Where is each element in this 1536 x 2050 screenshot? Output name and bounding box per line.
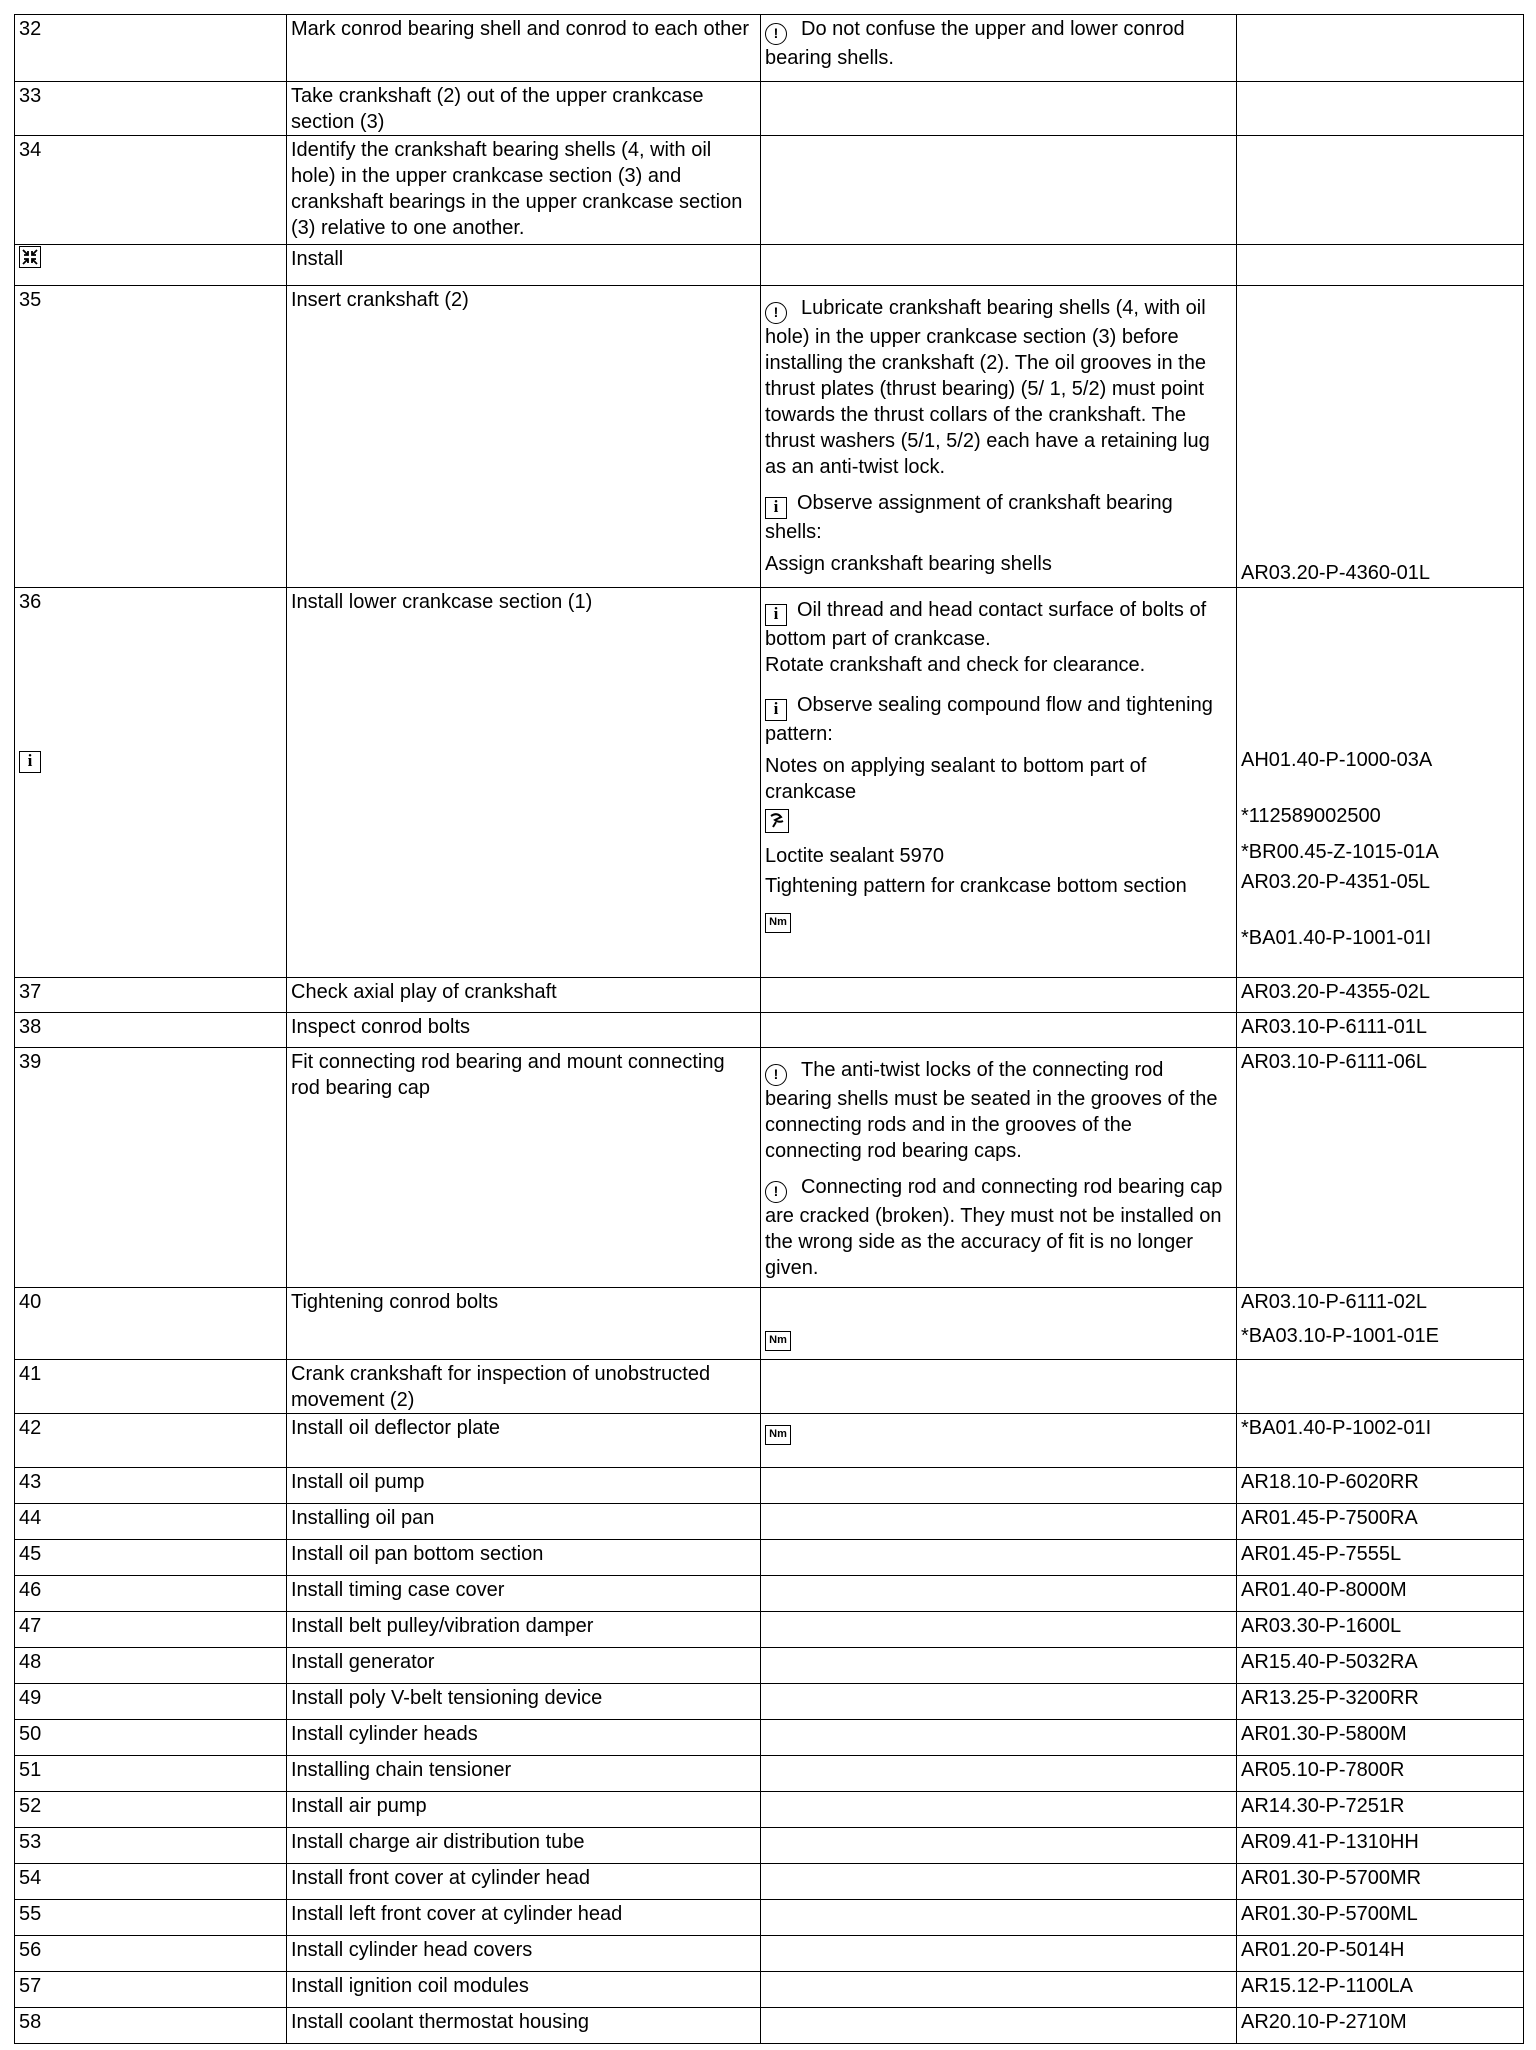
step-action: Install ignition coil modules	[287, 1972, 761, 2008]
step-note	[761, 1540, 1237, 1576]
step-action: Install lower crankcase section (1)	[287, 588, 761, 978]
table-row	[15, 1648, 1524, 1684]
step-action: Install	[287, 245, 761, 286]
procedure-table	[14, 14, 1524, 2044]
step-number: 52	[15, 1792, 287, 1828]
step-number: 47	[15, 1612, 287, 1648]
table-row	[15, 1864, 1524, 1900]
step-note	[761, 1504, 1237, 1540]
table-row	[15, 2008, 1524, 2044]
table-row	[15, 245, 1524, 286]
step-reference: AR01.30-P-5700ML	[1237, 1900, 1524, 1936]
step-action: Crank crankshaft for inspection of unobstructed movement (2)	[287, 1360, 761, 1414]
step-action: Tightening conrod bolts	[287, 1288, 761, 1360]
step-number: 38	[15, 1013, 287, 1048]
special-tool-icon	[765, 809, 789, 833]
step-reference: AR01.30-P-5700MR	[1237, 1864, 1524, 1900]
table-row	[15, 1684, 1524, 1720]
step-reference: AR03.20-P-4355-02L	[1237, 978, 1524, 1013]
step-number: 45	[15, 1540, 287, 1576]
table-row	[15, 1972, 1524, 2008]
step-number: 37	[15, 978, 287, 1013]
step-reference	[1237, 82, 1524, 136]
table-row	[15, 1360, 1524, 1414]
table-row	[15, 588, 1524, 978]
torque-icon: Nm	[765, 913, 791, 933]
step-reference	[1237, 15, 1524, 82]
step-action: Install front cover at cylinder head	[287, 1864, 761, 1900]
step-reference: AR03.10-P-6111-06L	[1237, 1048, 1524, 1288]
step-number: 35	[15, 286, 287, 588]
step-reference: AR09.41-P-1310HH	[1237, 1828, 1524, 1864]
step-reference: AR01.45-P-7500RA	[1237, 1504, 1524, 1540]
step-reference: *BA01.40-P-1002-01I	[1237, 1414, 1524, 1468]
step-action: Install charge air distribution tube	[287, 1828, 761, 1864]
caution-icon: !	[765, 1064, 787, 1086]
step-reference: AR03.10-P-6111-02L *BA03.10-P-1001-01E	[1237, 1288, 1524, 1360]
step-number: 39	[15, 1048, 287, 1288]
table-row	[15, 136, 1524, 245]
step-note	[761, 1414, 1237, 1468]
step-reference: AR01.45-P-7555L	[1237, 1540, 1524, 1576]
step-number: 55	[15, 1900, 287, 1936]
step-note: i Oil thread and head contact surface of bolts of bottom part of crankcase. Rotate crankshaft and check for clearance. i Observe sealing compound flow and tightening pattern: Notes on applying sealant to bottom part of crankcase Loctite sealant 5970 Tightening pattern for crankcase bottom section Nm	[761, 588, 1237, 978]
step-action: Install left front cover at cylinder head	[287, 1900, 761, 1936]
step-action: Install oil deflector plate	[287, 1414, 761, 1468]
step-number: 36 i	[15, 588, 287, 978]
step-number: 54	[15, 1864, 287, 1900]
step-reference	[1237, 245, 1524, 286]
step-number: 43	[15, 1468, 287, 1504]
step-note: ! Lubricate crankshaft bearing shells (4, with oil hole) in the upper crankcase section (3) before installing the crankshaft (2). The oil grooves in the thrust plates (thrust bearing) (5/ 1, 5/2) must point towards the thrust collars of the crankshaft. The thrust washers (5/1, 5/2) each have a retaining lug as an anti-twist lock. i Observe assignment of crankshaft bearing shells: Assign crankshaft bearing shells	[761, 286, 1237, 588]
step-note	[761, 1013, 1237, 1048]
step-note	[761, 1468, 1237, 1504]
step-reference: AR03.30-P-1600L	[1237, 1612, 1524, 1648]
step-note	[761, 1972, 1237, 2008]
table-row	[15, 1288, 1524, 1360]
step-action: Install coolant thermostat housing	[287, 2008, 761, 2044]
table-row	[15, 82, 1524, 136]
step-reference	[1237, 1360, 1524, 1414]
step-number: 34	[15, 136, 287, 245]
step-note	[761, 2008, 1237, 2044]
table-row	[15, 1540, 1524, 1576]
step-number: 46	[15, 1576, 287, 1612]
step-note	[761, 1288, 1237, 1360]
table-row	[15, 1013, 1524, 1048]
step-note	[761, 1720, 1237, 1756]
step-action: Install cylinder heads	[287, 1720, 761, 1756]
step-note	[761, 1900, 1237, 1936]
step-action: Check axial play of crankshaft	[287, 978, 761, 1013]
step-reference: AR15.40-P-5032RA	[1237, 1648, 1524, 1684]
table-row	[15, 1756, 1524, 1792]
table-row	[15, 1612, 1524, 1648]
step-reference: AR13.25-P-3200RR	[1237, 1684, 1524, 1720]
step-reference: AR05.10-P-7800R	[1237, 1756, 1524, 1792]
step-action: Installing oil pan	[287, 1504, 761, 1540]
info-icon: i	[765, 699, 787, 721]
step-reference	[1237, 136, 1524, 245]
step-action: Install belt pulley/vibration damper	[287, 1612, 761, 1648]
table-row	[15, 1504, 1524, 1540]
install-icon	[19, 246, 41, 268]
step-note	[761, 1864, 1237, 1900]
step-reference: AR03.20-P-4360-01L	[1237, 286, 1524, 588]
step-action: Insert crankshaft (2)	[287, 286, 761, 588]
caution-icon: !	[765, 23, 787, 45]
step-note	[761, 245, 1237, 286]
step-number: 50	[15, 1720, 287, 1756]
info-icon: i	[765, 604, 787, 626]
table-row	[15, 286, 1524, 588]
step-reference: AH01.40-P-1000-03A *112589002500 *BR00.45-Z-1015-01A AR03.20-P-4351-05L *BA01.40-P-1001-01I	[1237, 588, 1524, 978]
step-note	[761, 1792, 1237, 1828]
step-action: Inspect conrod bolts	[287, 1013, 761, 1048]
step-action: Install oil pump	[287, 1468, 761, 1504]
step-action: Installing chain tensioner	[287, 1756, 761, 1792]
step-action: Take crankshaft (2) out of the upper crankcase section (3)	[287, 82, 761, 136]
step-reference: AR03.10-P-6111-01L	[1237, 1013, 1524, 1048]
step-reference: AR15.12-P-1100LA	[1237, 1972, 1524, 2008]
step-number: 40	[15, 1288, 287, 1360]
step-reference: AR18.10-P-6020RR	[1237, 1468, 1524, 1504]
step-note: ! The anti-twist locks of the connecting rod bearing shells must be seated in the grooves of the connecting rods and in the grooves of the connecting rod bearing caps. ! Connecting rod and connecting rod bearing cap are cracked (broken). They must not be installed on the wrong side as the accuracy of fit is no longer given.	[761, 1048, 1237, 1288]
step-action: Mark conrod bearing shell and conrod to each other	[287, 15, 761, 82]
step-number: 53	[15, 1828, 287, 1864]
step-note	[761, 1612, 1237, 1648]
step-reference: AR20.10-P-2710M	[1237, 2008, 1524, 2044]
step-reference: AR14.30-P-7251R	[1237, 1792, 1524, 1828]
step-action: Install oil pan bottom section	[287, 1540, 761, 1576]
step-reference: AR01.40-P-8000M	[1237, 1576, 1524, 1612]
step-number: 58	[15, 2008, 287, 2044]
step-action: Fit connecting rod bearing and mount connecting rod bearing cap	[287, 1048, 761, 1288]
step-action: Identify the crankshaft bearing shells (4, with oil hole) in the upper crankcase section (3) and crankshaft bearings in the upper crankcase section (3) relative to one another.	[287, 136, 761, 245]
step-action: Install air pump	[287, 1792, 761, 1828]
step-number: 41	[15, 1360, 287, 1414]
step-note	[761, 1936, 1237, 1972]
step-action: Install poly V-belt tensioning device	[287, 1684, 761, 1720]
torque-icon: Nm	[765, 1425, 791, 1445]
table-row	[15, 1468, 1524, 1504]
table-row	[15, 1936, 1524, 1972]
caution-icon: !	[765, 1181, 787, 1203]
table-row	[15, 1414, 1524, 1468]
step-action: Install timing case cover	[287, 1576, 761, 1612]
step-action: Install cylinder head covers	[287, 1936, 761, 1972]
step-number: 49	[15, 1684, 287, 1720]
step-note	[761, 136, 1237, 245]
step-reference: AR01.20-P-5014H	[1237, 1936, 1524, 1972]
torque-icon: Nm	[765, 1331, 791, 1351]
step-note	[761, 1360, 1237, 1414]
info-icon: i	[765, 497, 787, 519]
step-note	[761, 1684, 1237, 1720]
step-number: 32	[15, 15, 287, 82]
step-note	[761, 82, 1237, 136]
caution-icon: !	[765, 302, 787, 324]
step-number: 56	[15, 1936, 287, 1972]
step-number: 42	[15, 1414, 287, 1468]
info-icon: i	[19, 751, 41, 773]
table-row	[15, 1576, 1524, 1612]
step-note	[761, 1828, 1237, 1864]
step-note	[761, 1648, 1237, 1684]
step-note	[761, 978, 1237, 1013]
table-row	[15, 1828, 1524, 1864]
step-number: 44	[15, 1504, 287, 1540]
step-reference: AR01.30-P-5800M	[1237, 1720, 1524, 1756]
step-number	[15, 245, 287, 286]
table-row	[15, 978, 1524, 1013]
step-note	[761, 1576, 1237, 1612]
table-row	[15, 15, 1524, 82]
table-row	[15, 1792, 1524, 1828]
step-number: 57	[15, 1972, 287, 2008]
step-note	[761, 1756, 1237, 1792]
step-note: ! Do not confuse the upper and lower conrod bearing shells.	[761, 15, 1237, 82]
table-row	[15, 1900, 1524, 1936]
step-number: 48	[15, 1648, 287, 1684]
step-number: 51	[15, 1756, 287, 1792]
step-action: Install generator	[287, 1648, 761, 1684]
table-row	[15, 1048, 1524, 1288]
table-row	[15, 1720, 1524, 1756]
step-number: 33	[15, 82, 287, 136]
